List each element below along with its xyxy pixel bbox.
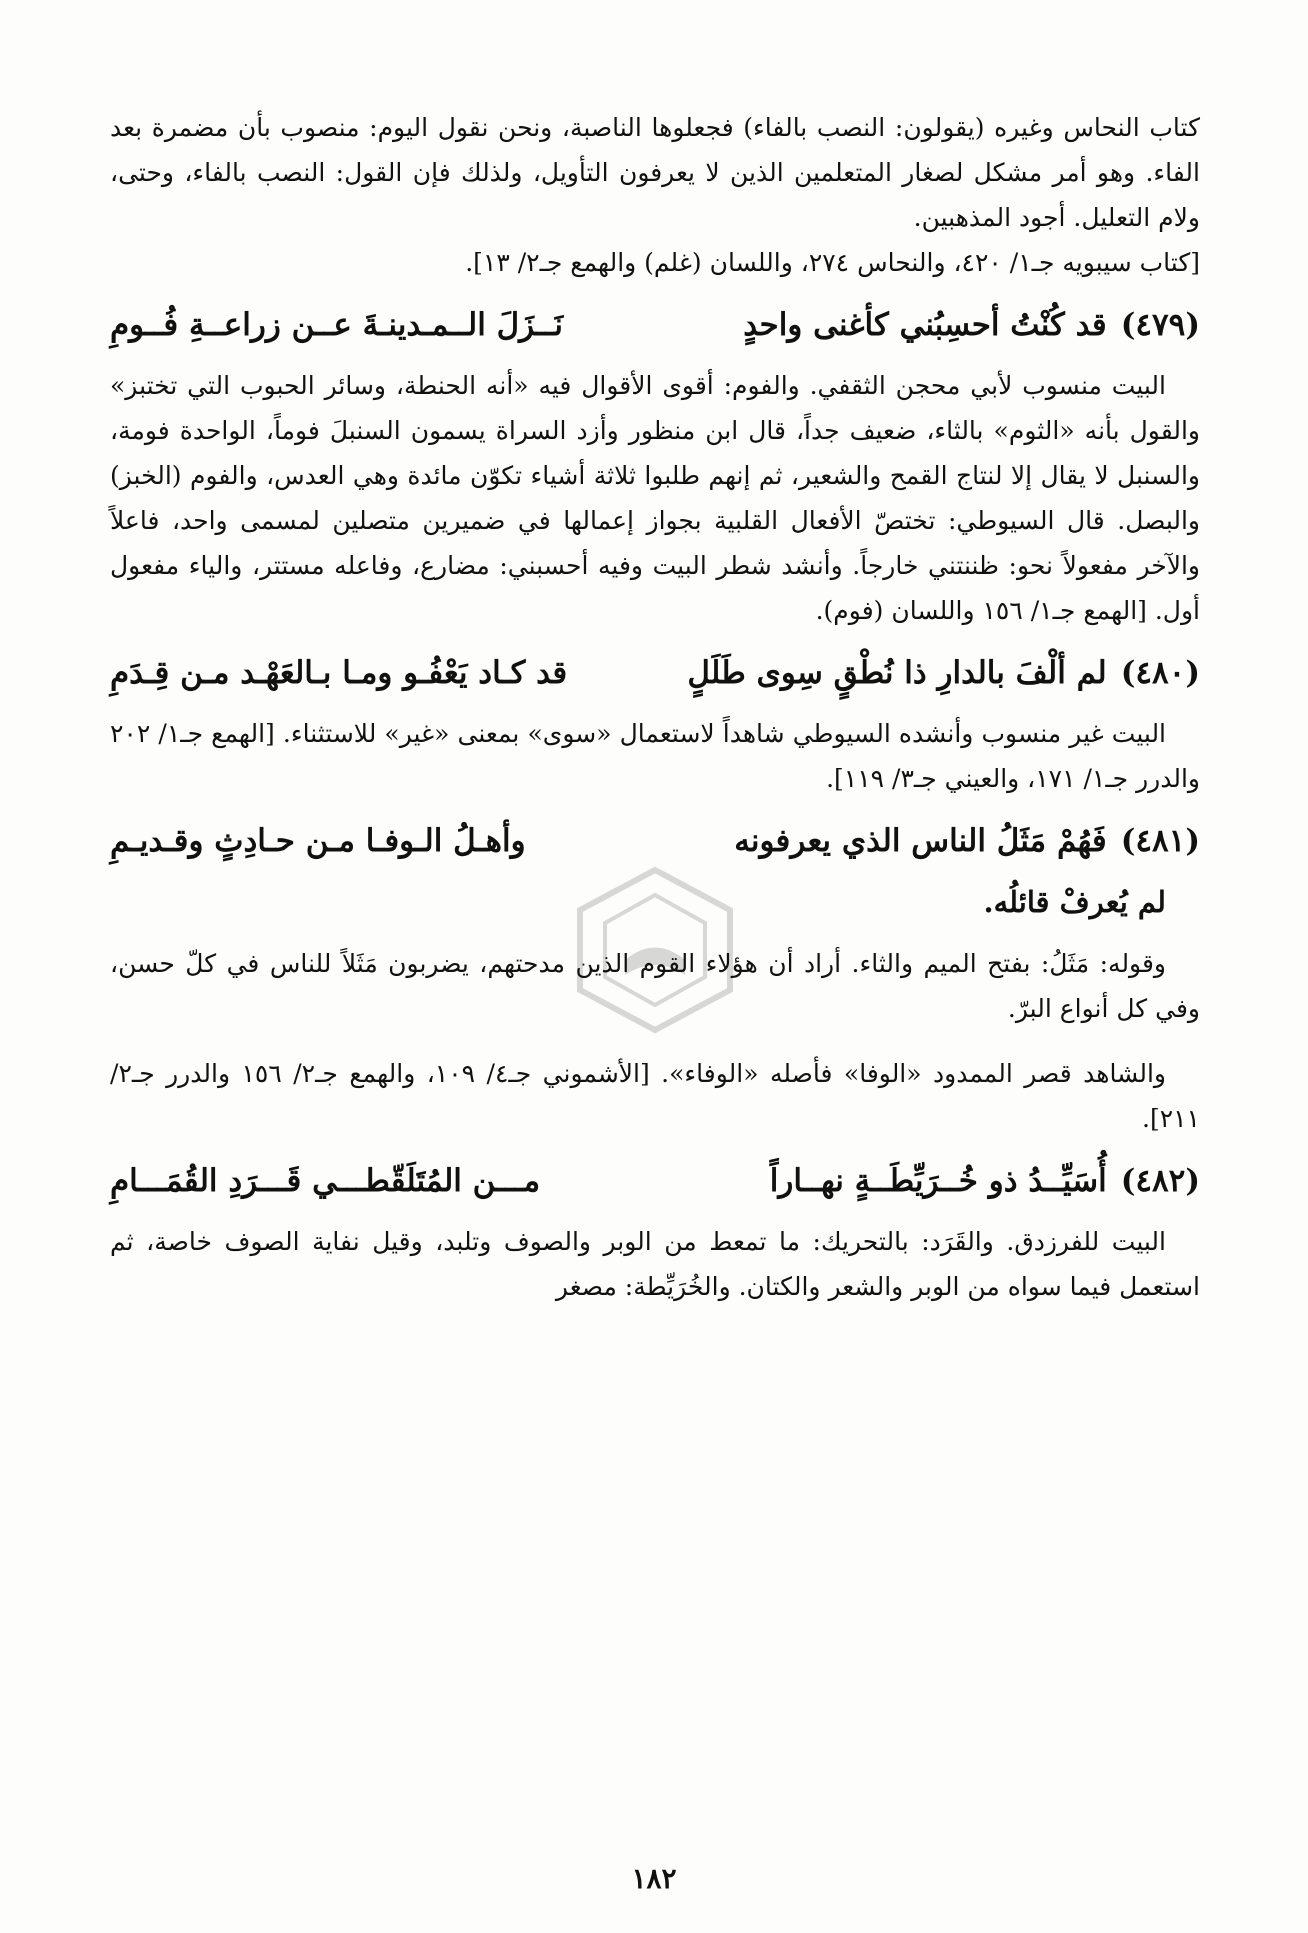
intro-paragraph: كتاب النحاس وغيره (يقولون: النصب بالفاء) فجعلوها الناصبة، ونحن نقول اليوم: منصوب بأن مضمرة بعد الفاء. وهو أمر مشكل لصغار المتعلمين الذين لا يعرفون التأويل، ولذلك فإن القول: النصب بالفاء، وحتى، ولام التعليل. أجود المذهبين. [110,113,1200,232]
verse-hemistich-second: مـــن المُتَلَقّطـــي قَـــرَدِ القُمَـــامِ [109,1163,541,1199]
verse-hemistich-first: قد كُنْتُ أحسِبُني كأغنى واحدٍ [743,307,1107,343]
verse-number: (٤٨١) [1120,823,1200,859]
verse-481-attribution: لم يُعرفْ قائلُه. [983,885,1166,919]
commentary-481-evidence: والشاهد قصر الممدود «الوفا» فأصله «الوفاء». [الأشموني جـ٤/ ١٠٩، والهمع جـ٢/ ١٥٦ والدرر جـ٢/ ٢١١]. [110,1059,1200,1133]
verse-482 [110,1157,1200,1205]
verse-hemistich-first: فَهُمْ مَثَلُ الناس الذي يعرفونه [734,823,1107,859]
commentary-482: البيت للفرزدق. والقَرَد: بالتحريك: ما تمعط من الوبر والصوف وتلبد، وقيل نفاية الصوف خاصة، ثم استعمل فيما سواه من الوبر والشعر والكتان. والخُرَيِّطة: مصغر [110,1227,1200,1301]
verse-hemistich-first: لم ألْفَ بالدارِ ذا نُطْقٍ سِوى طَلَلٍ [687,655,1107,691]
verse-hemistich-second: وأهـلُ الـوفـا مـن حـادِثٍ وقـديـمِ [109,823,526,859]
commentary-479: البيت منسوب لأبي محجن الثقفي. والفوم: أقوى الأقوال فيه «أنه الحنطة، وسائر الحبوب التي تختبز» والقول بأنه «الثوم» بالثاء، ضعيف جداً، قال ابن منظور وأزد السراة يسمون السنبلَ فوماً، الواحدة فومة، والسنبل لا يقال إلا لنتاج القمح والشعير، ثم إنهم طلبوا ثلاثة أشياء تكوّن مائدة وهي العدس، والفوم (الخبز) والبصل. قال السيوطي: تختصّ الأفعال القلبية بجواز إعمالها في ضميرين متصلين لمسمى واحد، فاعلاً والآخر مفعولاً نحو: ظننتني خارجاً. وأنشد شطر البيت وفيه أحسبني: مضارع، وفاعله مستتر، والياء مفعول أول. [الهمع جـ١/ ١٥٦ واللسان (فوم). [110,371,1200,625]
page-number: ١٨٢ [631,1862,677,1895]
verse-number: (٤٨٠) [1120,655,1200,691]
verse-hemistich-second: قد كـاد يَعْفُـو ومـا بـالعَهْـد مـن قِـدَمِ [109,655,568,691]
verse-479 [110,301,1200,349]
intro-citation: [كتاب سيبويه جـ١/ ٤٢٠، والنحاس ٢٧٤، واللسان (غلم) والهمع جـ٢/ ١٣]. [465,248,1200,277]
verse-hemistich-first: أُسَيِّــدُ ذو خُــرَيِّطَــةٍ نهــاراً [769,1163,1107,1199]
verse-number: (٤٧٩) [1120,307,1200,343]
page-body [110,105,1200,1309]
verse-481 [110,817,1200,865]
commentary-480: البيت غير منسوب وأنشده السيوطي شاهداً لاستعمال «سوى» بمعنى «غير» للاستثناء. [الهمع جـ١/ ٢٠٢ والدرر جـ١/ ١٧١، والعيني جـ٣/ ١١٩]. [110,719,1200,793]
verse-hemistich-second: نَــزَلَ الــمـدينـةَ عــن زراعــةِ فُــومِ [109,307,564,343]
commentary-481-meaning: وقوله: مَثَلُ: بفتح الميم والثاء. أراد أن هؤلاء القوم الذين مدحتهم، يضربون مَثَلاً للناس في كلّ حسن، وفي كل أنواع البرّ. [110,949,1200,1023]
verse-number: (٤٨٢) [1120,1163,1200,1199]
verse-480 [110,649,1200,697]
